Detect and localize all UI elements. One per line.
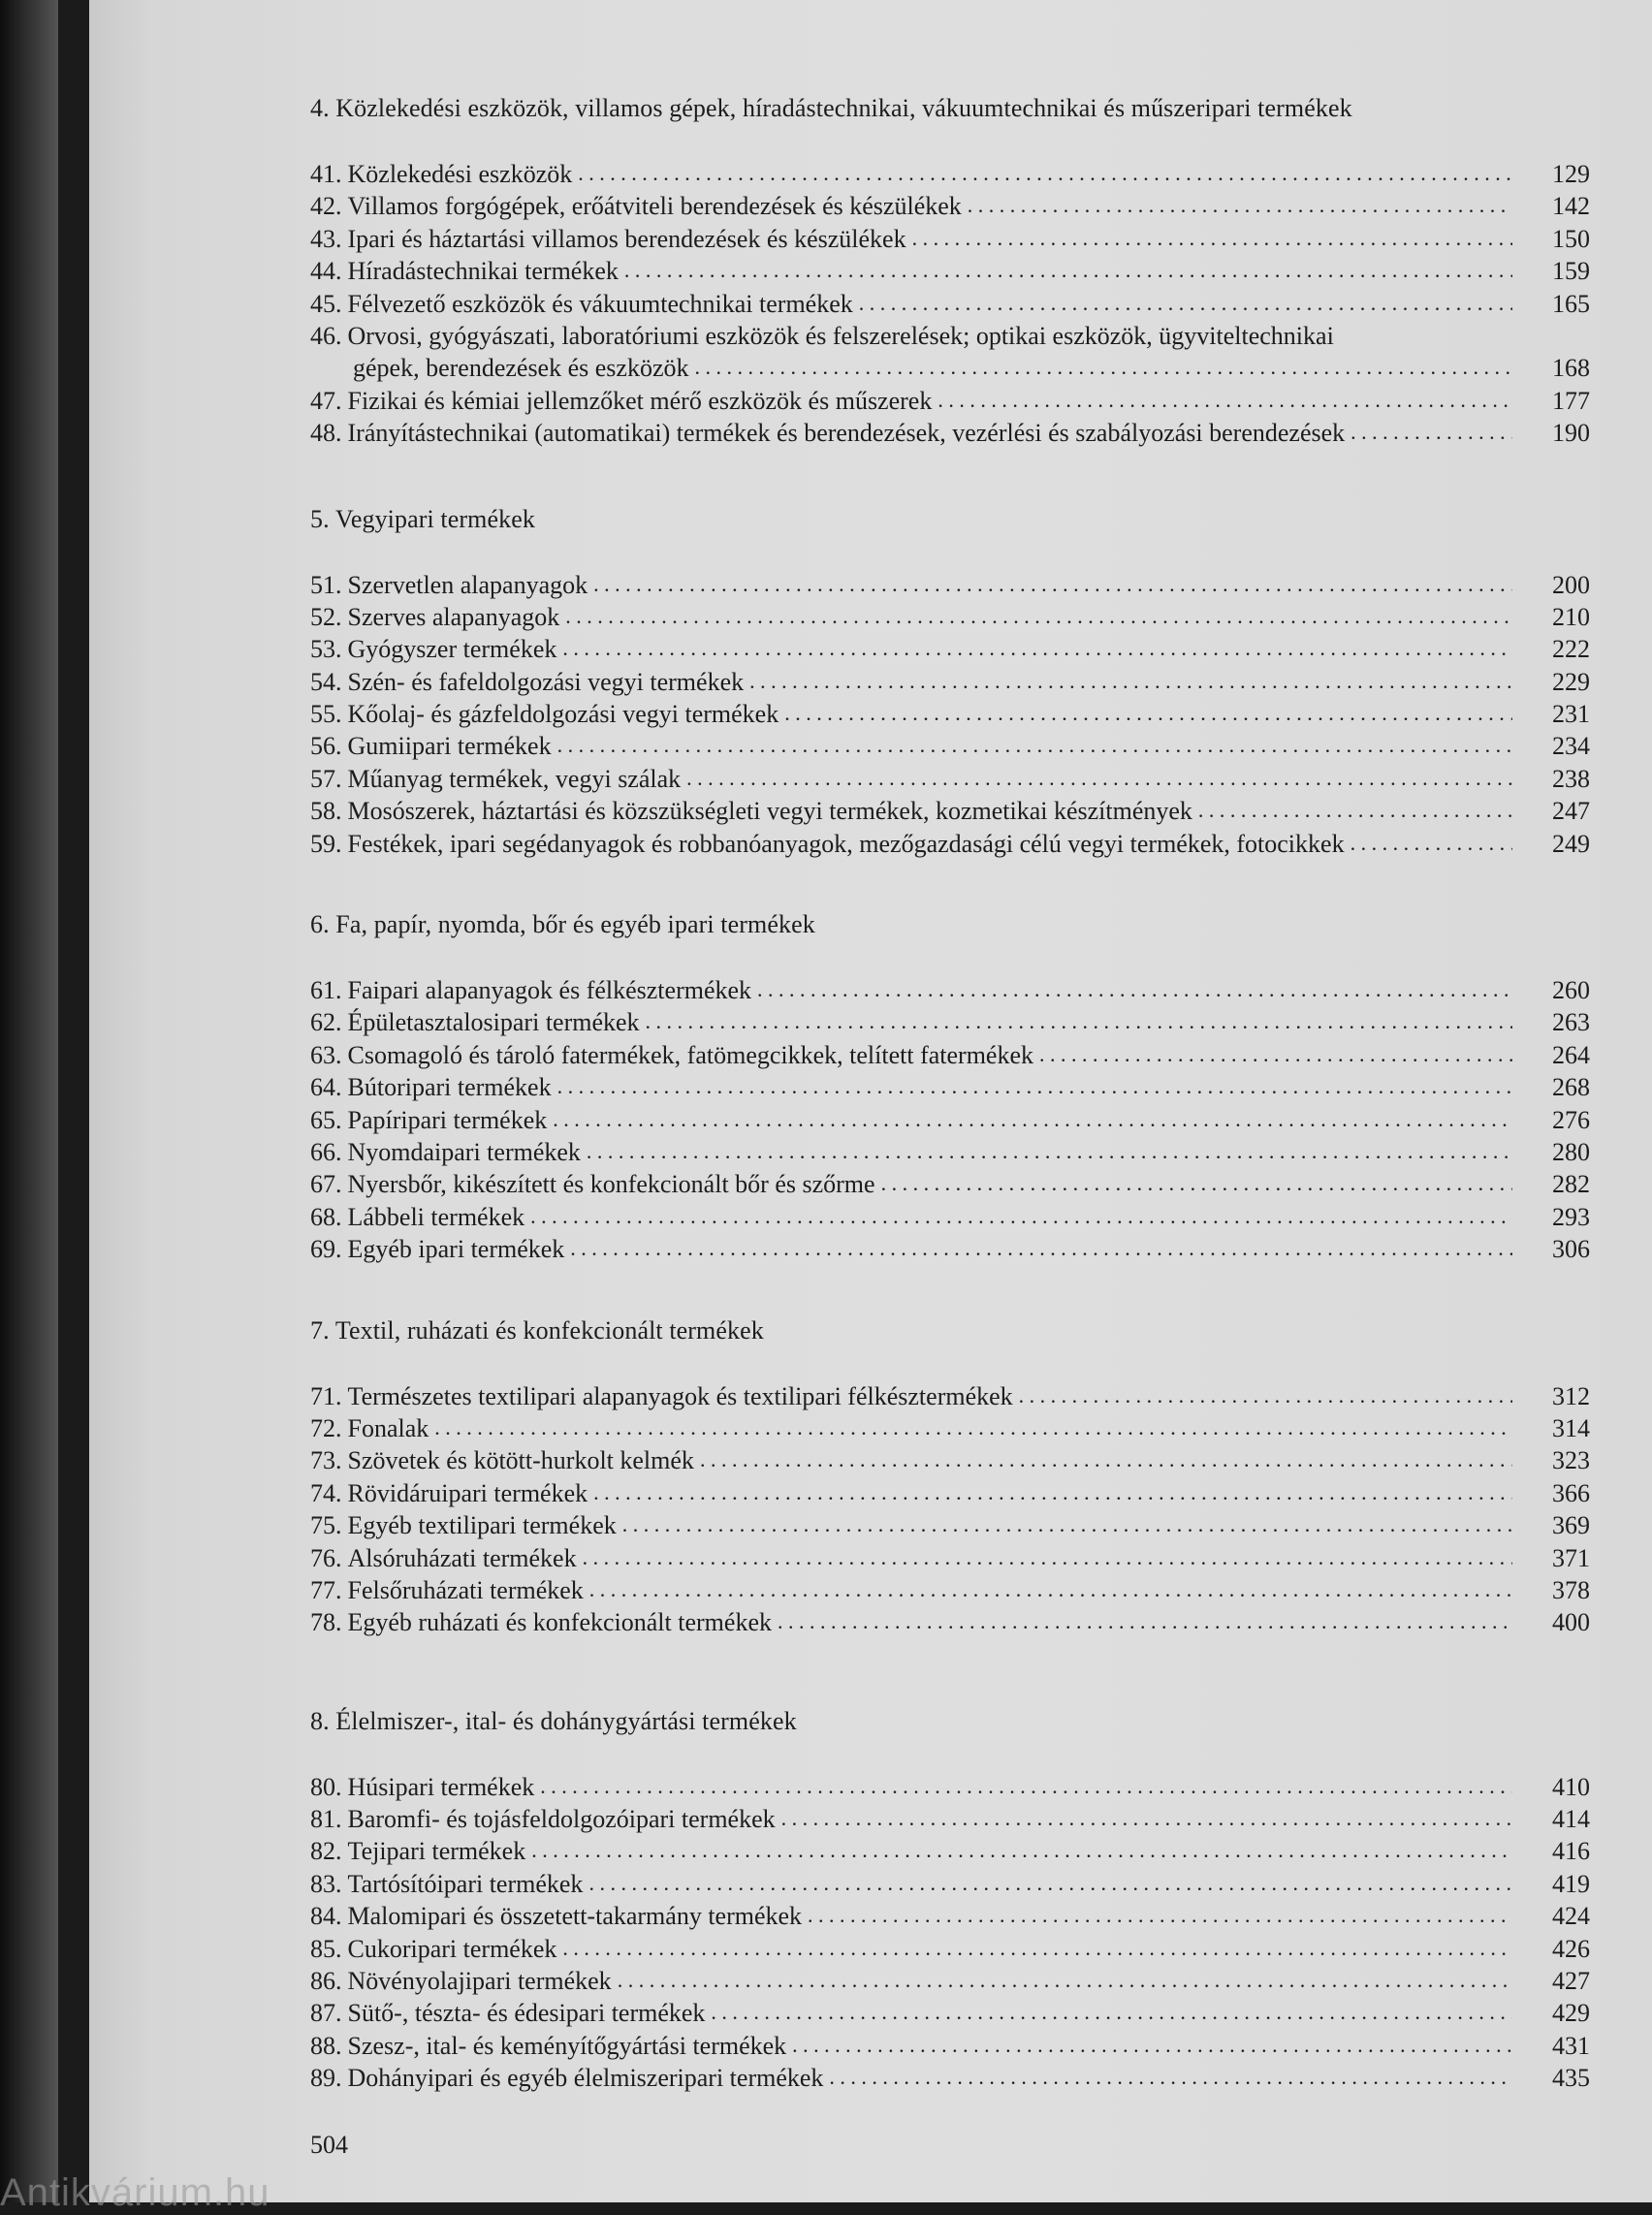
toc-entry <box>310 1201 1590 1233</box>
toc-entry <box>310 1380 1590 1412</box>
entry-page-number: 400 <box>1552 1608 1590 1637</box>
entry-page-number: 276 <box>1552 1105 1590 1134</box>
entry-title: Papíripari termékek <box>347 1105 548 1134</box>
toc-entry <box>310 2030 1590 2062</box>
toc-entry <box>310 633 1590 665</box>
entry-title: Sütő-, tészta- és édesipari termékek <box>347 1999 706 2028</box>
leader-dots <box>792 2029 1512 2061</box>
leader-dots <box>1039 1038 1512 1070</box>
leader-dots <box>881 1167 1512 1199</box>
leader-dots <box>570 1232 1512 1264</box>
entry-title: Húsipari termékek <box>347 1772 535 1801</box>
entry-page-number: 414 <box>1552 1805 1590 1834</box>
entry-title: Rövidáruipari termékek <box>347 1478 588 1507</box>
entry-number: 42. <box>310 192 342 221</box>
entry-title: Ipari és háztartási villamos berendezések és készülékek <box>347 224 906 253</box>
entry-page-number: 282 <box>1552 1170 1590 1199</box>
entry-title: Dohányipari és egyéb élelmiszeripari termékek <box>347 2064 824 2093</box>
leader-dots <box>711 1996 1512 2028</box>
entry-number: 43. <box>310 224 342 253</box>
toc-entry <box>310 601 1590 633</box>
entry-title: Villamos forgógépek, erőátviteli berendezések és készülékek <box>347 192 962 221</box>
leader-dots <box>686 762 1512 794</box>
leader-dots <box>624 254 1512 286</box>
entry-number: 81. <box>310 1805 342 1834</box>
toc-entry <box>310 1933 1590 1965</box>
entry-page-number: 190 <box>1552 419 1590 448</box>
section-heading: 8. Élelmiszer-, ital- és dohánygyártási termékek <box>310 1706 797 1735</box>
entry-title: Szervetlen alapanyagok <box>347 570 588 599</box>
leader-dots <box>1198 794 1512 826</box>
entry-number: 63. <box>310 1040 342 1069</box>
toc-entry <box>310 1104 1590 1136</box>
entry-number: 85. <box>310 1934 342 1963</box>
leader-dots <box>562 1932 1512 1964</box>
toc-entry <box>310 320 1590 352</box>
entry-number: 56. <box>310 732 342 761</box>
entry-number: 87. <box>310 1999 342 2028</box>
entry-page-number: 168 <box>1552 354 1590 383</box>
entry-number: 55. <box>310 700 342 729</box>
leader-dots <box>578 157 1512 189</box>
leader-dots <box>1350 827 1512 859</box>
entry-page-number: 177 <box>1552 386 1590 415</box>
leader-dots <box>562 632 1512 664</box>
entry-page-number: 263 <box>1552 1008 1590 1037</box>
entry-title: Műanyag termékek, vegyi szálak <box>347 764 682 793</box>
entry-title: Fonalak <box>347 1413 429 1442</box>
leader-dots <box>618 1964 1512 1996</box>
entry-number: 61. <box>310 976 342 1005</box>
entry-title: Bútoripari termékek <box>347 1073 552 1102</box>
entry-title: Szerves alapanyagok <box>347 602 560 631</box>
entry-number: 67. <box>310 1170 342 1199</box>
entry-title: Egyéb ruházati és konfekcionált termékek <box>347 1608 772 1637</box>
entry-page-number: 222 <box>1552 635 1590 664</box>
toc-entry <box>310 1444 1590 1476</box>
leader-dots <box>808 1899 1512 1931</box>
leader-dots <box>587 1135 1512 1167</box>
entry-page-number: 247 <box>1552 797 1590 826</box>
entry-page-number: 238 <box>1552 764 1590 793</box>
entry-page-number: 410 <box>1552 1772 1590 1801</box>
book-binding <box>0 0 58 2202</box>
entry-number: 58. <box>310 797 342 826</box>
leader-dots <box>434 1411 1512 1443</box>
toc-entry <box>310 1233 1590 1265</box>
entry-page-number: 129 <box>1552 160 1590 188</box>
leader-dots <box>968 189 1512 221</box>
entry-number: 68. <box>310 1202 342 1231</box>
toc-entry <box>310 1509 1590 1541</box>
entry-number: 66. <box>310 1137 342 1166</box>
toc-entry <box>310 1771 1590 1803</box>
entry-title: Növényolajipari termékek <box>347 1967 612 1996</box>
entry-page-number: 159 <box>1552 257 1590 286</box>
entry-page-number: 249 <box>1552 829 1590 858</box>
entry-title: Orvosi, gyógyászati, laboratóriumi eszközök és felszerelések; optikai eszközök, ügyviteltechnikai <box>347 321 1334 350</box>
entry-number: 52. <box>310 602 342 631</box>
entry-page-number: 293 <box>1552 1202 1590 1231</box>
toc-entry <box>310 795 1590 827</box>
entry-page-number: 323 <box>1552 1446 1590 1475</box>
entry-title: Híradástechnikai termékek <box>347 257 619 286</box>
entry-page-number: 429 <box>1552 1999 1590 2028</box>
leader-dots <box>859 287 1512 319</box>
entry-number: 53. <box>310 635 342 664</box>
entry-page-number: 371 <box>1552 1543 1590 1572</box>
entry-title: Egyéb textilipari termékek <box>347 1511 617 1540</box>
toc-entry <box>310 1136 1590 1168</box>
entry-page-number: 312 <box>1552 1381 1590 1410</box>
leader-dots <box>1350 416 1512 448</box>
section-heading: 4. Közlekedési eszközök, villamos gépek, híradástechnikai, vákuumtechnikai és műszeripari termékek <box>310 94 1352 122</box>
entry-title: Szövetek és kötött-hurkolt kelmék <box>347 1446 694 1475</box>
entry-page-number: 314 <box>1552 1413 1590 1442</box>
entry-page-number: 378 <box>1552 1575 1590 1604</box>
page-number: 504 <box>310 2131 348 2159</box>
entry-title: Alsóruházati termékek <box>347 1543 577 1572</box>
entry-title: Festékek, ipari segédanyagok és robbanóanyagok, mezőgazdasági célú vegyi termékek, fotocikkek <box>347 829 1345 858</box>
toc-entry <box>310 698 1590 730</box>
entry-page-number: 435 <box>1552 2064 1590 2093</box>
entry-title: Épületasztalosipari termékek <box>347 1008 640 1037</box>
entry-number: 75. <box>310 1511 342 1540</box>
entry-title-continuation: gépek, berendezések és eszközök <box>353 354 689 383</box>
entry-number: 73. <box>310 1446 342 1475</box>
toc-entry <box>310 1412 1590 1444</box>
toc-entry <box>310 255 1590 287</box>
toc-entry <box>310 1542 1590 1574</box>
leader-dots <box>781 1802 1512 1834</box>
entry-number: 59. <box>310 829 342 858</box>
leader-dots <box>557 1070 1512 1102</box>
entry-number: 62. <box>310 1008 342 1037</box>
entry-page-number: 210 <box>1552 602 1590 631</box>
entry-title: Nyersbőr, kikészített és konfekcionált bőr és szőrme <box>347 1170 875 1199</box>
entry-title: Felsőruházati termékek <box>347 1575 584 1604</box>
leader-dots <box>757 973 1512 1005</box>
leader-dots <box>589 1573 1512 1605</box>
entry-list <box>310 158 1590 450</box>
leader-dots <box>557 729 1512 761</box>
entry-page-number: 165 <box>1552 289 1590 318</box>
toc-section <box>310 1314 1590 1639</box>
entry-page-number: 260 <box>1552 976 1590 1005</box>
toc-section <box>310 92 1590 450</box>
entry-title: Kőolaj- és gázfeldolgozási vegyi termékek <box>347 700 779 729</box>
leader-dots <box>588 1867 1512 1899</box>
entry-number: 46. <box>310 321 342 350</box>
entry-page-number: 431 <box>1552 2031 1590 2060</box>
entry-list <box>310 1380 1590 1639</box>
entry-title: Malomipari és összetett-takarmány termékek <box>347 1902 803 1931</box>
leader-dots <box>937 384 1512 416</box>
entry-title: Szén- és fafeldolgozási vegyi termékek <box>347 667 745 696</box>
toc-entry <box>310 974 1590 1006</box>
entry-page-number: 200 <box>1552 570 1590 599</box>
toc-entry <box>310 1965 1590 1997</box>
entry-number: 54. <box>310 667 342 696</box>
entry-number: 86. <box>310 1967 342 1996</box>
entry-page-number: 268 <box>1552 1073 1590 1102</box>
entry-number: 77. <box>310 1575 342 1604</box>
entry-number: 78. <box>310 1608 342 1637</box>
entry-page-number: 234 <box>1552 732 1590 761</box>
entry-number: 71. <box>310 1381 342 1410</box>
entry-number: 48. <box>310 419 342 448</box>
leader-dots <box>583 1541 1512 1573</box>
leader-dots <box>829 2061 1512 2093</box>
entry-number: 74. <box>310 1478 342 1507</box>
entry-number: 80. <box>310 1772 342 1801</box>
entry-page-number: 306 <box>1552 1235 1590 1264</box>
entry-title: Tejipari termékek <box>347 1837 526 1866</box>
toc-entry <box>310 223 1590 255</box>
leader-dots <box>778 1605 1512 1637</box>
entry-page-number: 427 <box>1552 1967 1590 1996</box>
entry-list <box>310 1771 1590 2095</box>
entry-page-number: 366 <box>1552 1478 1590 1507</box>
leader-dots <box>784 697 1512 729</box>
entry-number: 64. <box>310 1073 342 1102</box>
leader-dots <box>912 222 1512 254</box>
entry-page-number: 416 <box>1552 1837 1590 1866</box>
toc-section <box>310 503 1590 861</box>
table-of-contents <box>310 92 1590 2095</box>
entry-page-number: 229 <box>1552 667 1590 696</box>
toc-entry <box>310 569 1590 601</box>
toc-entry <box>310 763 1590 795</box>
entry-number: 44. <box>310 257 342 286</box>
toc-entry <box>310 1803 1590 1835</box>
section-heading: 6. Fa, papír, nyomda, bőr és egyéb ipari termékek <box>310 910 815 939</box>
leader-dots <box>593 568 1512 600</box>
entry-number: 88. <box>310 2031 342 2060</box>
entry-page-number: 142 <box>1552 192 1590 221</box>
leader-dots <box>593 1476 1512 1508</box>
toc-entry <box>310 1997 1590 2029</box>
entry-title: Tartósítóipari termékek <box>347 1869 584 1898</box>
leader-dots <box>540 1770 1512 1802</box>
toc-entry <box>310 1900 1590 1932</box>
entry-title: Mosószerek, háztartási és közszükségleti vegyi termékek, kozmetikai készítmények <box>347 797 1192 826</box>
entry-title: Természetes textilipari alapanyagok és textilipari félkésztermékek <box>347 1381 1013 1410</box>
entry-number: 84. <box>310 1902 342 1931</box>
leader-dots <box>553 1103 1512 1135</box>
entry-page-number: 150 <box>1552 224 1590 253</box>
toc-section <box>310 1705 1590 2095</box>
entry-title: Gumiipari termékek <box>347 732 552 761</box>
entry-number: 72. <box>310 1413 342 1442</box>
toc-entry <box>310 1574 1590 1606</box>
toc-entry <box>310 1606 1590 1638</box>
entry-page-number: 419 <box>1552 1869 1590 1898</box>
toc-entry <box>310 730 1590 762</box>
entry-title: Csomagoló és tároló fatermékek, fatömegcikkek, telített fatermékek <box>347 1040 1034 1069</box>
leader-dots <box>700 1443 1512 1475</box>
leader-dots <box>646 1005 1512 1037</box>
section-heading: 7. Textil, ruházati és konfekcionált termékek <box>310 1315 764 1345</box>
entry-title: Baromfi- és tojásfeldolgozóipari termékek <box>347 1805 776 1834</box>
entry-title: Lábbeli termékek <box>347 1202 525 1231</box>
entry-number: 45. <box>310 289 342 318</box>
toc-entry <box>310 385 1590 417</box>
entry-number: 69. <box>310 1235 342 1264</box>
entry-number: 47. <box>310 386 342 415</box>
leader-dots <box>530 1200 1512 1232</box>
entry-page-number: 264 <box>1552 1040 1590 1069</box>
toc-entry <box>310 1071 1590 1103</box>
toc-entry <box>310 1477 1590 1509</box>
leader-dots <box>749 665 1512 697</box>
entry-title: Fizikai és kémiai jellemzőket mérő eszközök és műszerek <box>347 386 933 415</box>
entry-page-number: 426 <box>1552 1934 1590 1963</box>
entry-number: 41. <box>310 160 342 188</box>
entry-number: 51. <box>310 570 342 599</box>
leader-dots <box>622 1508 1512 1540</box>
toc-entry <box>310 288 1590 320</box>
entry-page-number: 369 <box>1552 1511 1590 1540</box>
toc-entry <box>310 190 1590 222</box>
entry-number: 82. <box>310 1837 342 1866</box>
entry-list <box>310 569 1590 861</box>
entry-title: Cukoripari termékek <box>347 1934 557 1963</box>
entry-page-number: 231 <box>1552 700 1590 729</box>
entry-page-number: 280 <box>1552 1137 1590 1166</box>
leader-dots <box>1019 1379 1512 1411</box>
entry-title: Közlekedési eszközök <box>347 160 573 188</box>
toc-entry <box>310 1039 1590 1071</box>
toc-entry <box>310 158 1590 190</box>
toc-entry <box>310 1868 1590 1900</box>
entry-title: Irányítástechnikai (automatikai) termékek és berendezések, vezérlési és szabályozási berendezések <box>347 419 1346 448</box>
toc-entry <box>310 1835 1590 1867</box>
toc-entry <box>310 1006 1590 1038</box>
entry-title: Faipari alapanyagok és félkésztermékek <box>347 976 752 1005</box>
leader-dots <box>531 1834 1512 1866</box>
entry-title: Szesz-, ital- és keményítőgyártási termékek <box>347 2031 787 2060</box>
leader-dots <box>695 351 1513 383</box>
toc-entry-continuation <box>310 352 1590 384</box>
entry-number: 57. <box>310 764 342 793</box>
toc-entry <box>310 828 1590 860</box>
leader-dots <box>565 600 1512 632</box>
section-heading: 5. Vegyipari termékek <box>310 504 535 533</box>
toc-entry <box>310 666 1590 698</box>
entry-title: Félvezető eszközök és vákuumtechnikai termékek <box>347 289 853 318</box>
toc-section <box>310 908 1590 1266</box>
entry-title: Gyógyszer termékek <box>347 635 557 664</box>
entry-number: 76. <box>310 1543 342 1572</box>
entry-number: 83. <box>310 1869 342 1898</box>
entry-number: 65. <box>310 1105 342 1134</box>
toc-entry <box>310 1168 1590 1200</box>
entry-list <box>310 974 1590 1266</box>
watermark: Antikvárium.hu <box>0 2171 270 2214</box>
toc-entry <box>310 417 1590 449</box>
entry-title: Nyomdaipari termékek <box>347 1137 581 1166</box>
entry-number: 89. <box>310 2064 342 2093</box>
entry-title: Egyéb ipari termékek <box>347 1235 565 1264</box>
toc-entry <box>310 2062 1590 2094</box>
entry-page-number: 424 <box>1552 1902 1590 1931</box>
